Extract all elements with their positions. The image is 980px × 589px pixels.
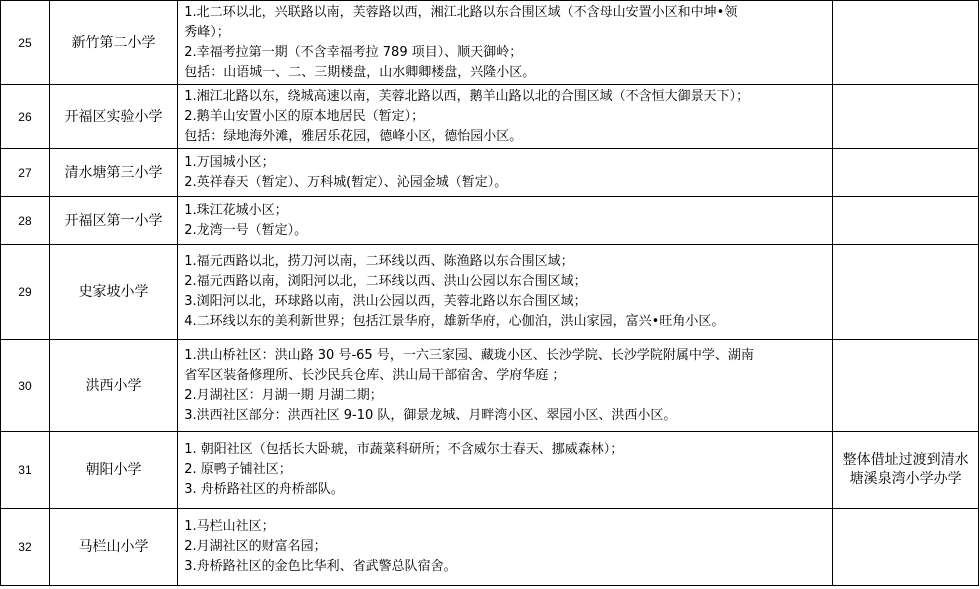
area-line: 1.万国城小区； bbox=[184, 154, 275, 170]
row-number: 28 bbox=[1, 197, 50, 245]
row-number: 26 bbox=[1, 85, 50, 149]
remark bbox=[833, 197, 979, 245]
area-line: 秀峰）； bbox=[184, 24, 230, 40]
district-area bbox=[178, 432, 833, 509]
district-area bbox=[178, 340, 833, 432]
area-line: 1.洪山桥社区：洪山路 30 号-65 号，一六三家园、藏珑小区、长沙学院、长沙学院附属中学、湖南 bbox=[184, 347, 754, 363]
row-number: 27 bbox=[1, 149, 50, 197]
school-name: 开福区第一小学 bbox=[49, 197, 177, 245]
district-area bbox=[178, 149, 833, 197]
area-line: 1.珠江花城小区； bbox=[184, 202, 288, 218]
table-row bbox=[1, 149, 979, 197]
school-name: 洪西小学 bbox=[49, 340, 177, 432]
area-line: 2.英祥春天（暂定）、万科城(暂定）、沁园金城（暂定）。 bbox=[184, 174, 508, 190]
row-number: 32 bbox=[1, 509, 50, 586]
row-number: 29 bbox=[1, 245, 50, 340]
area-line: 1.马栏山社区； bbox=[184, 519, 275, 534]
area-line: 2.月湖社区：月湖一期 月湖二期； bbox=[184, 387, 383, 403]
area-line: 2.月湖社区的财富名园； bbox=[184, 539, 327, 554]
area-line: 3.洪西社区部分：洪西社区 9-10 队，御景龙城、月畔湾小区、翠园小区、洪西小区。 bbox=[184, 407, 677, 423]
school-name: 开福区实验小学 bbox=[49, 85, 177, 149]
area-line: 3.舟桥路社区的金色比华利、省武警总队宿舍。 bbox=[184, 559, 457, 574]
district-area bbox=[178, 197, 833, 245]
remark bbox=[833, 85, 979, 149]
area-line: 包括：山语城一、二、三期楼盘，山水卿卿楼盘，兴隆小区。 bbox=[184, 64, 536, 80]
area-line: 1.福元西路以北，捞刀河以南，二环线以西、陈渔路以东合围区域； bbox=[184, 254, 574, 269]
school-name: 新竹第二小学 bbox=[49, 1, 177, 85]
area-line: 省军区装备修理所、长沙民兵仓库、洪山局干部宿舍、学府华庭 ； bbox=[184, 367, 566, 383]
area-line: 2. 原鸭子铺社区； bbox=[184, 462, 292, 477]
remark bbox=[833, 245, 979, 340]
remark bbox=[833, 149, 979, 197]
table-row bbox=[1, 197, 979, 245]
area-line: 1.北二环以北，兴联路以南，芙蓉路以西，湘江北路以东合围区域（不含母山安置小区和中坤•领 bbox=[184, 4, 738, 20]
district-area bbox=[178, 509, 833, 586]
district-area bbox=[178, 245, 833, 340]
area-line: 3. 舟桥路社区的舟桥部队。 bbox=[184, 482, 344, 497]
school-name: 清水塘第三小学 bbox=[49, 149, 177, 197]
area-line: 4.二环线以东的美利新世界；包括江景华府，雄新华府，心伽泊，洪山家园，富兴•旺角小区。 bbox=[184, 314, 725, 329]
table-row bbox=[1, 1, 979, 85]
district-area bbox=[178, 1, 833, 85]
area-line: 2.鹅羊山安置小区的原本地居民（暂定）； bbox=[184, 108, 425, 124]
area-line: 2.福元西路以南，浏阳河以北，二环线以西、洪山公园以东合围区域； bbox=[184, 274, 587, 289]
remark bbox=[833, 509, 979, 586]
school-name: 朝阳小学 bbox=[49, 432, 177, 509]
school-name: 马栏山小学 bbox=[49, 509, 177, 586]
area-line: 2.龙湾一号（暂定）。 bbox=[184, 222, 308, 238]
table-row bbox=[1, 340, 979, 432]
district-area bbox=[178, 85, 833, 149]
school-name: 史家坡小学 bbox=[49, 245, 177, 340]
table-row bbox=[1, 245, 979, 340]
remark bbox=[833, 340, 979, 432]
area-line: 3.浏阳河以北，环球路以南，洪山公园以西，芙蓉北路以东合围区域； bbox=[184, 294, 587, 309]
table-row bbox=[1, 85, 979, 149]
row-number: 31 bbox=[1, 432, 50, 509]
remark: 整体借址过渡到清水塘溪泉湾小学办学 bbox=[833, 432, 979, 509]
area-line: 2.幸福考拉第一期（不含幸福考拉 789 项目）、顺天御岭； bbox=[184, 44, 523, 60]
area-line: 包括：绿地海外滩，雅居乐花园，德峰小区，德怡园小区。 bbox=[184, 128, 523, 144]
table-row bbox=[1, 432, 979, 509]
row-number: 30 bbox=[1, 340, 50, 432]
row-number: 25 bbox=[1, 1, 50, 85]
area-line: 1. 朝阳社区（包括长大卧琥，市蔬菜科研所；不含威尔士春天、挪威森林）； bbox=[184, 442, 624, 457]
remark bbox=[833, 1, 979, 85]
area-line: 1.湘江北路以东，绕城高速以南，芙蓉北路以西，鹅羊山路以北的合围区域（不含恒大御景天下）； bbox=[184, 88, 750, 104]
table-row bbox=[1, 509, 979, 586]
